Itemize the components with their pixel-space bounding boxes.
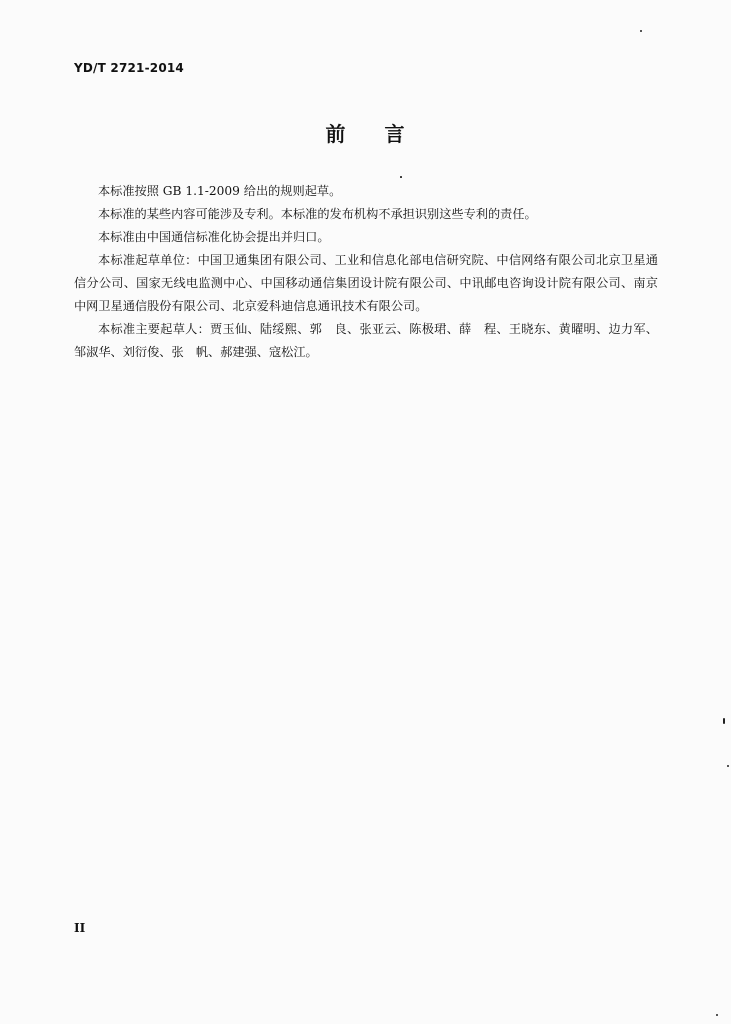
scan-speck bbox=[723, 718, 725, 724]
scan-speck bbox=[400, 176, 402, 178]
standard-code: YD/T 2721-2014 bbox=[74, 61, 184, 75]
page-number: II bbox=[74, 921, 86, 935]
scan-speck bbox=[727, 765, 729, 767]
paragraph-patent-notice: 本标准的某些内容可能涉及专利。本标准的发布机构不承担识别这些专利的责任。 bbox=[98, 207, 537, 221]
paragraph-proposer: 本标准由中国通信标准化协会提出并归口。 bbox=[98, 230, 330, 244]
paragraph-drafters: 本标准主要起草人：贾玉仙、陆绥熙、郭 良、张亚云、陈极珺、薛 程、王晓东、黄曜明、边力军、邹淑华、刘衍俊、张 帆、郝建强、寇松江。 bbox=[74, 322, 658, 359]
scan-speck bbox=[640, 30, 642, 32]
paragraph-drafting-rules: 本标准按照 GB 1.1-2009 给出的规则起草。 bbox=[98, 184, 342, 198]
page-title bbox=[0, 118, 731, 147]
title-char-2: 言 bbox=[384, 122, 406, 146]
scan-speck bbox=[716, 1014, 718, 1016]
paragraph-drafting-units: 本标准起草单位：中国卫通集团有限公司、工业和信息化部电信研究院、中信网络有限公司北京卫星通信分公司、国家无线电监测中心、中国移动通信集团设计院有限公司、中讯邮电咨询设计院有限公司、南京中网卫星通信股份有限公司、北京爱科迪信息通讯技术有限公司。 bbox=[74, 253, 658, 313]
preface-body bbox=[74, 180, 658, 364]
title-char-1: 前 bbox=[325, 122, 347, 146]
